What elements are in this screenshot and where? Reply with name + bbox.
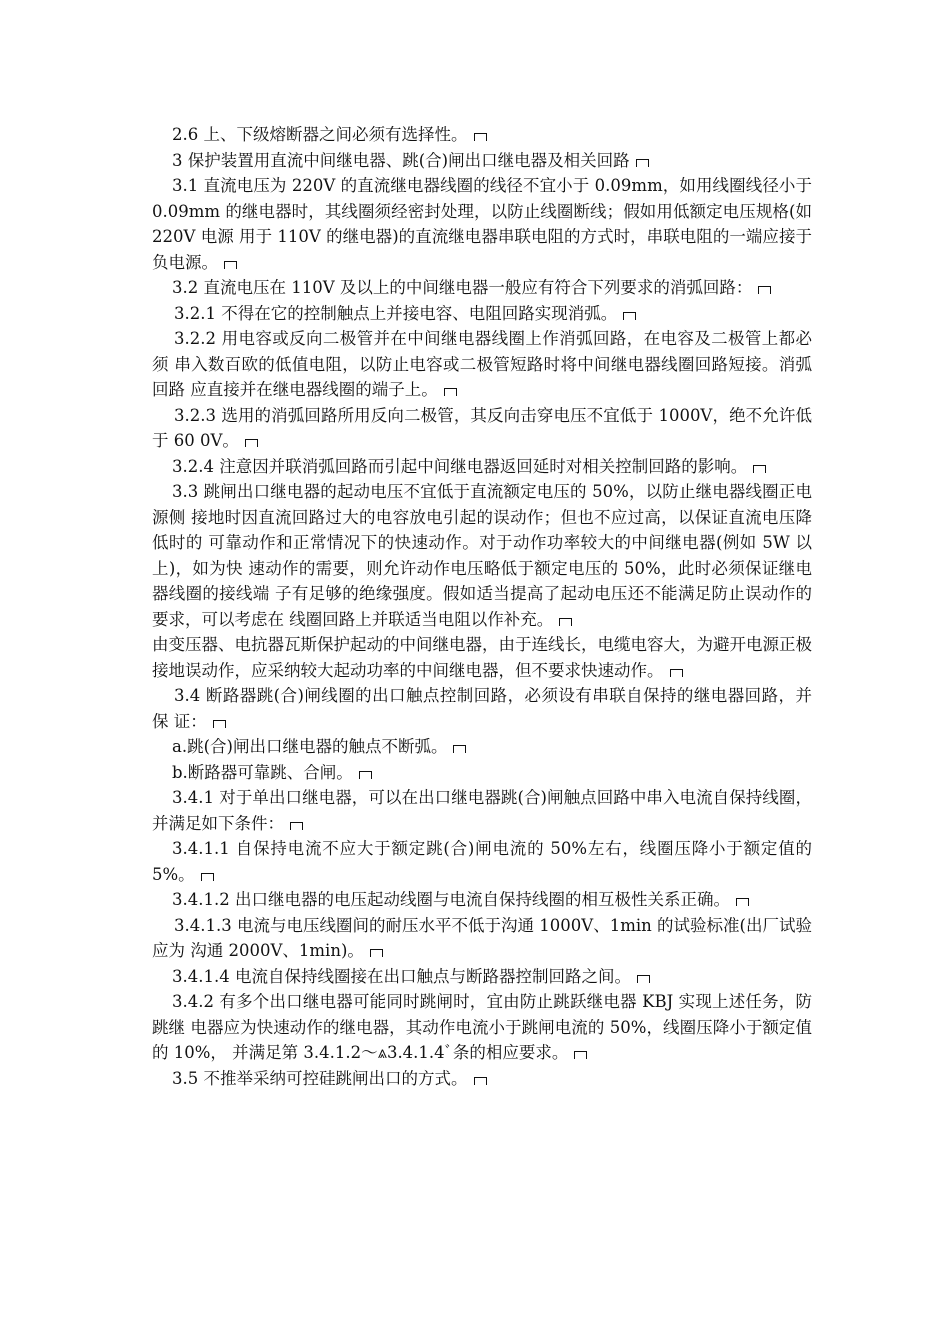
paragraph-mark-icon: [474, 1077, 487, 1085]
paragraph-mark-icon: [444, 388, 457, 396]
paragraph-text: 3.2.2 用电容或反向二极管并在中间继电器线圈上作消弧回路，在电容及二极管上都必须 串入数百欧的低值电阻，以防止电容或二极管短路时将中间继电器线圈回路短接。消弧回路 应直接并在继电器线圈的端子上。: [152, 329, 812, 399]
paragraph-mark-icon: [370, 949, 383, 957]
paragraph-mark-icon: [213, 720, 226, 728]
section-heading: [152, 148, 812, 174]
paragraph-text: 3.4.2 有多个出口继电器可能同时跳闸时，宜由防止跳跃继电器 KBJ 实现上述任务，防跳继 电器应为快速动作的继电器，其动作电流小于跳闸电流的 50%，线圈压降小于额定值的 10%， 并满足第 3.4.1.2～⩓3.4.1.4ﾞ条的相应要求。: [152, 992, 812, 1062]
paragraph-mark-icon: [636, 159, 649, 167]
paragraph-mark-icon: [623, 312, 636, 320]
paragraph-mark-icon: [201, 873, 214, 881]
paragraph-text: 3.2.4 注意因并联消弧回路而引起中间继电器返回延时对相关控制回路的影响。: [172, 456, 748, 476]
paragraph-mark-icon: [637, 975, 650, 983]
paragraph: [152, 122, 812, 148]
paragraph-mark-icon: [670, 669, 683, 677]
list-item: [152, 734, 812, 760]
paragraph-mark-icon: [736, 898, 749, 906]
paragraph-mark-icon: [359, 771, 372, 779]
paragraph-mark-icon: [453, 745, 466, 753]
paragraph: [152, 403, 812, 454]
paragraph-mark-icon: [474, 133, 487, 141]
paragraph: [152, 173, 812, 275]
paragraph-mark-icon: [559, 618, 572, 626]
paragraph-text: 3.2 直流电压在 110V 及以上的中间继电器一般应有符合下列要求的消弧回路：: [172, 278, 753, 297]
paragraph: [152, 964, 812, 990]
paragraph: [152, 913, 812, 964]
paragraph: [152, 632, 812, 683]
paragraph-text: 3.5 不推举采纳可控硅跳闸出口的方式。: [172, 1068, 468, 1088]
paragraph: [152, 1066, 812, 1092]
paragraph: [152, 887, 812, 913]
paragraph-text: 3 保护装置用直流中间继电器、跳(合)闸出口继电器及相关回路: [172, 150, 630, 170]
paragraph: [152, 301, 812, 327]
paragraph-mark-icon: [753, 465, 766, 473]
paragraph-mark-icon: [574, 1051, 587, 1059]
paragraph: [152, 683, 812, 734]
paragraph: [152, 275, 812, 301]
paragraph-text: 3.3 跳闸出口继电器的起动电压不宜低于直流额定电压的 50%，以防止继电器线圈正电源侧 接地时因直流回路过大的电容放电引起的误动作；但也不应过高，以保证直流电压降低时的 可靠动作和正常情况下的快速动作。对于动作功率较大的中间继电器(例如 5W 以上)，如为快 速动作的需要，则允许动作电压略低于额定电压的 50%，此时必须保证继电器线圈的接线端 子有足够的绝缘强度。假如适当提高了起动电压还不能满足防止误动作的要求，可以考虑在 线圈回路上并联适当电阻以作补充。: [152, 482, 812, 629]
paragraph-text: 2.6 上、下级熔断器之间必须有选择性。: [172, 125, 468, 144]
paragraph: [152, 836, 812, 887]
paragraph-text: 3.4.1 对于单出口继电器，可以在出口继电器跳(合)闸触点回路中串入电流自保持线圈， 并满足如下条件：: [152, 788, 812, 833]
paragraph: [152, 479, 812, 632]
paragraph-text: 3.4.1.2 出口继电器的电压起动线圈与电流自保持线圈的相互极性关系正确。: [172, 890, 730, 909]
paragraph-mark-icon: [245, 439, 258, 447]
paragraph-text: 3.2.1 不得在它的控制触点上并接电容、电阻回路实现消弧。: [174, 303, 618, 323]
paragraph-text: 3.4.1.3 电流与电压线圈间的耐压水平不低于沟通 1000V、1min 的试验标准(出厂试验应为 沟通 2000V、1min)。: [152, 915, 812, 960]
paragraph-text: a.跳(合)闸出口继电器的触点不断弧。: [172, 737, 448, 756]
paragraph-mark-icon: [224, 261, 237, 269]
paragraph-mark-icon: [290, 822, 303, 830]
paragraph-mark-icon: [758, 286, 771, 294]
paragraph: [152, 454, 812, 480]
list-item: [152, 760, 812, 786]
paragraph-text: b.断路器可靠跳、合闸。: [172, 762, 353, 782]
document-body: [152, 122, 812, 1091]
paragraph-text: 3.4.1.1 自保持电流不应大于额定跳(合)闸电流的 50%左右，线圈压降小于额定值的 5%。: [152, 839, 812, 884]
paragraph-text: 3.4.1.4 电流自保持线圈接在出口触点与断路器控制回路之间。: [172, 966, 631, 986]
paragraph: [152, 989, 812, 1066]
paragraph-text: 3.1 直流电压为 220V 的直流继电器线圈的线径不宜小于 0.09mm，如用线圈线径小于 0.09mm 的继电器时，其线圈须经密封处理，以防止线圈断线；假如用低额定电压规格(如 220V 电源 用于 110V 的继电器)的直流继电器串联电阻的方式时，串联电阻的一端应接于负电源。: [152, 176, 812, 272]
paragraph: [152, 326, 812, 403]
paragraph-text: 由变压器、电抗器瓦斯保护起动的中间继电器，由于连线长，电缆电容大，为避开电源正极 接地误动作，应采纳较大起动功率的中间继电器，但不要求快速动作。: [152, 635, 812, 680]
paragraph-text: 3.2.3 选用的消弧回路所用反向二极管，其反向击穿电压不宜低于 1000V，绝不允许低于 60 0V。: [152, 405, 812, 450]
paragraph: [152, 785, 812, 836]
paragraph-text: 3.4 断路器跳(合)闸线圈的出口触点控制回路，必须设有串联自保持的继电器回路，并保 证：: [152, 686, 812, 731]
